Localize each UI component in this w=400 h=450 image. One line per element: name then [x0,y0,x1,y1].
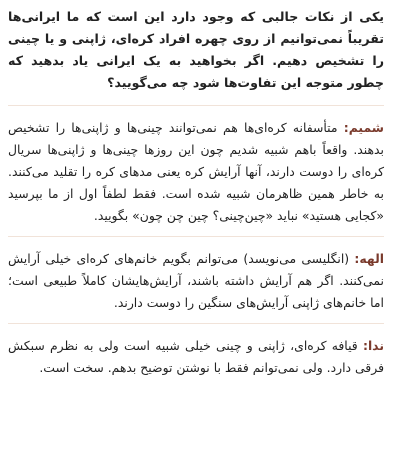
answer-shamim [8,117,384,227]
section-divider [8,323,384,324]
speaker-name: ندا: [362,338,384,353]
speaker-name: الهه: [354,251,384,266]
section-divider [8,105,384,106]
answer-neda [8,335,384,379]
interview-question: یکی از نکات جالبی که وجود دارد این است که ما ایرانی‌ها تقریباً نمی‌توانیم از روی چهره افراد کره‌ای، ژاپنی و یا چینی را تشخیص دهیم. اگر بخواهید به یک ایرانی یاد بدهید که چطور متوجه این تفاوت‌ها شود چه می‌گویید؟ [8,9,384,90]
answer-text: قیافه کره‌ای، ژاپنی و چینی خیلی شبیه است ولی به نظرم سبکش فرقی دارد. ولی نمی‌توانم فقط با نوشتن توضیح بدهم. سخت است. [8,338,384,375]
answer-text: متأسفانه کره‌ای‌ها هم نمی‌توانند چینی‌ها و ژاپنی‌ها را تشخیص بدهند. واقعاً باهم شبیه شدیم چون این روزها چینی‌ها و ژاپنی‌ها سریال کره‌ای را دوست دارند، آنها آرایش کره یعنی مدهای کره را تقلید می‌کنند. به خاطر همین ظاهرمان شبیه شده است. فقط لطفاً اول از ما بپرسید «کجایی هستید» نباید «چین‌چینی؟ چین چن چون» بگویید. [8,120,384,223]
section-divider [8,236,384,237]
answer-text: (انگلیسی می‌نویسد) می‌توانم بگویم خانم‌های کره‌ای خیلی آرایش نمی‌کنند. اگر هم آرایش داشته باشند، آرایش‌هایشان کاملاً طبیعی است؛ اما خانم‌های ژاپنی آرایش‌های سنگین را دوست دارند. [8,251,384,310]
answer-elahe [8,248,384,314]
speaker-name: شمیم: [343,120,384,135]
